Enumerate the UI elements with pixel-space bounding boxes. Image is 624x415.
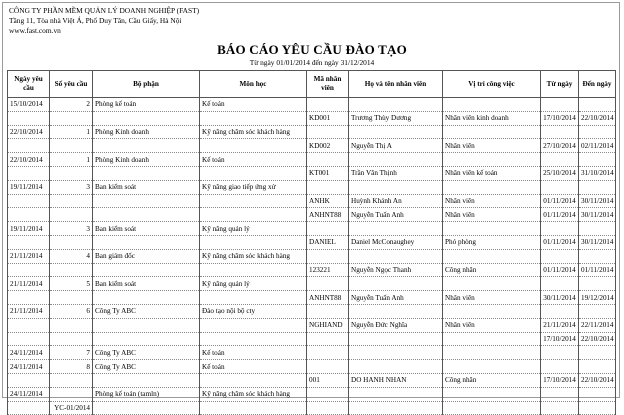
col-job-position-cell — [443, 222, 541, 236]
col-to-date-cell: 01/11/2014 — [579, 263, 616, 277]
col-request-date-cell: 24/11/2014 — [8, 387, 50, 401]
col-to-date-cell — [579, 125, 616, 139]
col-from-date-cell: 27/10/2014 — [541, 139, 579, 153]
col-employee-name-cell — [349, 98, 443, 112]
col-to-date-cell: 22/10/2014 — [579, 373, 616, 387]
col-employee-code-cell: KD002 — [307, 139, 349, 153]
col-employee-code-cell — [307, 401, 349, 415]
col-request-date-cell — [8, 235, 50, 249]
col-request-number-cell: 1 — [50, 125, 93, 139]
col-to-date-cell — [579, 304, 616, 318]
col-to-date-cell — [579, 222, 616, 236]
company-website: www.fast.com.vn — [9, 26, 61, 35]
col-department-cell — [93, 139, 200, 153]
col-department-cell: Phòng Kinh doanh — [93, 153, 200, 167]
table-row — [8, 139, 616, 153]
col-job-position-cell — [443, 98, 541, 112]
col-from-date-cell — [541, 360, 579, 374]
col-department-cell — [93, 208, 200, 222]
col-to-date-cell — [579, 277, 616, 291]
col-course-cell: Kỹ năng chăm sóc khách hàng — [200, 249, 307, 263]
col-from-date-cell — [541, 222, 579, 236]
col-request-date-cell: 21/11/2014 — [8, 277, 50, 291]
col-course-cell: Kỹ năng chăm sóc khách hàng — [200, 387, 307, 401]
col-from-date-cell — [541, 180, 579, 194]
col-request-date-cell: 19/11/2014 — [8, 180, 50, 194]
col-job-position-cell: Nhân viên kế toán — [443, 166, 541, 180]
col-from-date-cell: 01/11/2014 — [541, 235, 579, 249]
table-row — [8, 166, 616, 180]
col-request-number-cell — [50, 332, 93, 346]
report-title: BÁO CÁO YÊU CẦU ĐÀO TẠO — [217, 42, 407, 57]
col-job-position-cell — [443, 153, 541, 167]
col-department-cell: Phòng kế toán — [93, 98, 200, 112]
col-job-position-cell — [443, 249, 541, 263]
col-employee-code-cell — [307, 277, 349, 291]
col-employee-code-cell — [307, 360, 349, 374]
col-request-number-cell — [50, 263, 93, 277]
col-job-position-cell — [443, 277, 541, 291]
col-job-position-cell — [443, 346, 541, 360]
col-employee-code-cell: KT001 — [307, 166, 349, 180]
col-course-cell: Kế toán — [200, 360, 307, 374]
table-row — [8, 98, 616, 112]
col-department-cell — [93, 194, 200, 208]
col-department-cell: Phòng kế toán (tamln) — [93, 387, 200, 401]
col-job-position-header: Vị trí công việc — [443, 71, 541, 98]
company-header — [9, 6, 199, 36]
col-from-date-cell: 17/10/2014 — [541, 111, 579, 125]
col-employee-code-cell: ANHK — [307, 194, 349, 208]
col-to-date-cell — [579, 98, 616, 112]
col-employee-name-cell — [349, 222, 443, 236]
col-request-date-cell — [8, 373, 50, 387]
company-name: CÔNG TY PHẦN MỀM QUẢN LÝ DOANH NGHIỆP (FAST) — [9, 6, 200, 15]
col-request-date-cell: 24/11/2014 — [8, 346, 50, 360]
col-employee-code-cell — [307, 222, 349, 236]
col-employee-code-cell: ANHNT88 — [307, 208, 349, 222]
col-from-date-cell — [541, 304, 579, 318]
table-row — [8, 208, 616, 222]
col-from-date-cell: 21/11/2014 — [541, 318, 579, 332]
col-request-date-cell — [8, 194, 50, 208]
col-department-cell: Ban kiểm soát — [93, 277, 200, 291]
col-job-position-cell: Nhân viên kinh doanh — [443, 111, 541, 125]
table-row — [8, 346, 616, 360]
col-to-date-cell — [579, 346, 616, 360]
col-from-date-cell: 01/11/2014 — [541, 263, 579, 277]
table-row — [8, 194, 616, 208]
col-request-date-cell: 19/11/2014 — [8, 222, 50, 236]
table-row — [8, 332, 616, 346]
col-department-cell — [93, 318, 200, 332]
col-request-date-cell — [8, 401, 50, 415]
col-request-number-cell — [50, 291, 93, 305]
col-course-cell — [200, 166, 307, 180]
col-employee-name-cell — [349, 125, 443, 139]
col-course-cell — [200, 139, 307, 153]
col-request-date-cell — [8, 111, 50, 125]
col-request-number-cell — [50, 166, 93, 180]
col-request-number-cell: 1 — [50, 153, 93, 167]
table-row — [8, 291, 616, 305]
col-employee-name-cell — [349, 153, 443, 167]
col-course-cell — [200, 373, 307, 387]
col-job-position-cell — [443, 180, 541, 194]
col-department-cell — [93, 291, 200, 305]
report-page — [2, 2, 620, 412]
table-row — [8, 249, 616, 263]
col-employee-code-cell: DANIEL — [307, 235, 349, 249]
col-from-date-cell: 01/11/2014 — [541, 194, 579, 208]
col-employee-name-cell — [349, 401, 443, 415]
col-employee-name-cell — [349, 180, 443, 194]
col-to-date-cell: 30/11/2014 — [579, 235, 616, 249]
col-department-cell: Công Ty ABC — [93, 304, 200, 318]
col-employee-name-cell — [349, 360, 443, 374]
table-row — [8, 235, 616, 249]
col-employee-code-cell — [307, 332, 349, 346]
col-department-cell: Phòng Kinh doanh — [93, 125, 200, 139]
col-employee-code-cell — [307, 249, 349, 263]
table-row — [8, 318, 616, 332]
col-course-cell — [200, 111, 307, 125]
col-employee-code-cell — [307, 304, 349, 318]
col-department-cell — [93, 401, 200, 415]
col-employee-code-cell — [307, 98, 349, 112]
col-department-cell — [93, 235, 200, 249]
table-header — [8, 71, 616, 98]
col-course-cell: Kỹ năng giao tiếp ứng xử — [200, 180, 307, 194]
col-employee-code-cell — [307, 125, 349, 139]
col-employee-name-cell: Nguyễn Thị A — [349, 139, 443, 153]
col-from-date-cell — [541, 277, 579, 291]
col-request-date-cell — [8, 332, 50, 346]
col-employee-name-cell: Nguyễn Tuấn Anh — [349, 208, 443, 222]
col-request-number-cell — [50, 208, 93, 222]
col-employee-name-cell: Huỳnh Khánh An — [349, 194, 443, 208]
col-to-date-cell: 22/10/2014 — [579, 111, 616, 125]
col-employee-code-cell — [307, 153, 349, 167]
table-body — [8, 98, 616, 415]
col-job-position-cell: Nhân viên — [443, 208, 541, 222]
col-to-date-cell: 22/10/2014 — [579, 332, 616, 346]
col-department-cell: Công Ty ABC — [93, 346, 200, 360]
col-to-date-cell — [579, 153, 616, 167]
col-employee-code-cell: 123221 — [307, 263, 349, 277]
col-request-number-cell — [50, 194, 93, 208]
col-job-position-cell: Công nhân — [443, 373, 541, 387]
col-to-date-cell — [579, 401, 616, 415]
col-request-date-cell — [8, 318, 50, 332]
col-course-cell: Kế toán — [200, 153, 307, 167]
col-from-date-cell: 25/10/2014 — [541, 166, 579, 180]
table-row — [8, 277, 616, 291]
col-employee-name-cell — [349, 332, 443, 346]
col-employee-name-cell: Nguyễn Đức Nghĩa — [349, 318, 443, 332]
col-request-date-header: Ngày yêu cầu — [8, 71, 50, 98]
col-job-position-cell — [443, 387, 541, 401]
table-row — [8, 387, 616, 401]
col-from-date-cell: 01/11/2014 — [541, 208, 579, 222]
col-employee-name-cell: Trương Thùy Dương — [349, 111, 443, 125]
col-to-date-cell: 30/11/2014 — [579, 208, 616, 222]
col-course-cell: Kế toán — [200, 346, 307, 360]
table-row — [8, 360, 616, 374]
table-row — [8, 304, 616, 318]
col-job-position-cell: Công nhân — [443, 263, 541, 277]
col-course-cell: Kỹ năng chăm sóc khách hàng — [200, 125, 307, 139]
col-course-cell: Kỹ năng quản lý — [200, 277, 307, 291]
col-request-number-header: Số yêu cầu — [50, 71, 93, 98]
col-department-cell: Ban kiểm soát — [93, 222, 200, 236]
table-row — [8, 111, 616, 125]
col-request-number-cell: 4 — [50, 249, 93, 263]
col-department-cell — [93, 166, 200, 180]
col-employee-name-cell: Nguyễn Tuấn Anh — [349, 291, 443, 305]
col-employee-name-cell — [349, 304, 443, 318]
col-request-date-cell — [8, 139, 50, 153]
col-job-position-cell — [443, 125, 541, 139]
col-to-date-cell: 22/11/2014 — [579, 318, 616, 332]
table-row — [8, 263, 616, 277]
col-employee-code-cell: ANHNT88 — [307, 291, 349, 305]
col-employee-code-cell — [307, 346, 349, 360]
col-job-position-cell: Nhân viên — [443, 291, 541, 305]
col-employee-name-cell — [349, 249, 443, 263]
col-job-position-cell — [443, 401, 541, 415]
col-request-date-cell — [8, 166, 50, 180]
col-employee-name-cell — [349, 346, 443, 360]
col-to-date-cell — [579, 387, 616, 401]
col-employee-code-cell: KD001 — [307, 111, 349, 125]
table-row — [8, 401, 616, 415]
col-job-position-cell — [443, 360, 541, 374]
col-department-cell — [93, 332, 200, 346]
col-employee-name-cell — [349, 277, 443, 291]
col-from-date-cell — [541, 98, 579, 112]
col-course-cell — [200, 263, 307, 277]
col-from-date-cell — [541, 125, 579, 139]
company-address: Tầng 11, Tòa nhà Việt Á, Phố Duy Tân, Cầu Giấy, Hà Nội — [9, 16, 182, 25]
col-request-number-cell — [50, 387, 93, 401]
col-request-number-cell: 6 — [50, 304, 93, 318]
col-request-number-cell — [50, 318, 93, 332]
col-department-cell — [93, 111, 200, 125]
col-course-cell — [200, 291, 307, 305]
col-employee-code-cell — [307, 180, 349, 194]
col-from-date-cell: 17/10/2014 — [541, 332, 579, 346]
col-course-cell — [200, 332, 307, 346]
col-to-date-cell — [579, 249, 616, 263]
col-request-number-cell — [50, 111, 93, 125]
col-from-date-cell — [541, 153, 579, 167]
col-employee-name-cell: Daniel McConaughey — [349, 235, 443, 249]
col-job-position-cell: Nhân viên — [443, 139, 541, 153]
col-course-cell — [200, 235, 307, 249]
col-request-date-cell — [8, 263, 50, 277]
col-course-cell — [200, 208, 307, 222]
col-from-date-header: Từ ngày — [541, 71, 579, 98]
col-to-date-cell: 02/11/2014 — [579, 139, 616, 153]
col-to-date-header: Đến ngày — [579, 71, 616, 98]
col-job-position-cell — [443, 304, 541, 318]
col-employee-name-cell — [349, 387, 443, 401]
col-employee-code-cell: NGHIAND — [307, 318, 349, 332]
col-course-cell — [200, 318, 307, 332]
col-request-date-cell: 22/10/2014 — [8, 153, 50, 167]
col-department-cell — [93, 263, 200, 277]
table-row — [8, 222, 616, 236]
col-department-cell — [93, 373, 200, 387]
col-request-number-cell: 3 — [50, 180, 93, 194]
table-row — [8, 153, 616, 167]
col-to-date-cell: 19/12/2014 — [579, 291, 616, 305]
col-from-date-cell — [541, 346, 579, 360]
col-to-date-cell — [579, 360, 616, 374]
col-course-header: Môn học — [200, 71, 307, 98]
col-job-position-cell: Phó phòng — [443, 235, 541, 249]
col-department-header: Bộ phận — [93, 71, 200, 98]
col-job-position-cell: Nhân viên — [443, 194, 541, 208]
col-request-number-cell: 8 — [50, 360, 93, 374]
col-department-cell: Ban giám đốc — [93, 249, 200, 263]
col-request-date-cell — [8, 208, 50, 222]
col-course-cell: Đào tạo nội bộ cty — [200, 304, 307, 318]
col-employee-name-header: Họ và tên nhân viên — [349, 71, 443, 98]
col-request-date-cell — [8, 291, 50, 305]
col-from-date-cell — [541, 249, 579, 263]
report-date-range: Từ ngày 01/01/2014 đến ngày 31/12/2014 — [249, 58, 375, 67]
training-request-table — [7, 70, 616, 415]
col-course-cell: Kế toán — [200, 98, 307, 112]
col-employee-code-cell: 001 — [307, 373, 349, 387]
col-course-cell: Kỹ năng quản lý — [200, 222, 307, 236]
col-department-cell: Ban kiểm soát — [93, 180, 200, 194]
col-from-date-cell: 30/11/2014 — [541, 291, 579, 305]
col-request-number-cell: 5 — [50, 277, 93, 291]
col-from-date-cell — [541, 401, 579, 415]
col-employee-name-cell: Nguyễn Ngọc Thanh — [349, 263, 443, 277]
col-employee-code-cell — [307, 387, 349, 401]
col-request-number-cell — [50, 235, 93, 249]
table-row — [8, 125, 616, 139]
col-from-date-cell: 17/10/2014 — [541, 373, 579, 387]
col-request-date-cell: 21/11/2014 — [8, 249, 50, 263]
col-employee-name-cell: Trần Văn Thịnh — [349, 166, 443, 180]
col-employee-code-header: Mã nhân viên — [307, 71, 349, 98]
col-request-date-cell: 24/11/2014 — [8, 360, 50, 374]
col-request-number-cell: 3 — [50, 222, 93, 236]
col-request-date-cell: 15/10/2014 — [8, 98, 50, 112]
col-from-date-cell — [541, 387, 579, 401]
col-request-number-cell: YC-01/2014 — [50, 401, 93, 415]
col-course-cell — [200, 194, 307, 208]
col-course-cell — [200, 401, 307, 415]
col-job-position-cell: Nhân viên — [443, 318, 541, 332]
col-request-number-cell — [50, 373, 93, 387]
col-department-cell: Công Ty ABC — [93, 360, 200, 374]
col-request-number-cell: 7 — [50, 346, 93, 360]
col-to-date-cell — [579, 180, 616, 194]
col-employee-name-cell: DO HANH NHAN — [349, 373, 443, 387]
col-job-position-cell — [443, 332, 541, 346]
table-row — [8, 180, 616, 194]
col-to-date-cell: 31/10/2014 — [579, 166, 616, 180]
col-request-date-cell: 21/11/2014 — [8, 304, 50, 318]
col-request-number-cell — [50, 139, 93, 153]
table-row — [8, 373, 616, 387]
col-request-number-cell: 2 — [50, 98, 93, 112]
col-request-date-cell: 22/10/2014 — [8, 125, 50, 139]
col-to-date-cell: 30/11/2014 — [579, 194, 616, 208]
